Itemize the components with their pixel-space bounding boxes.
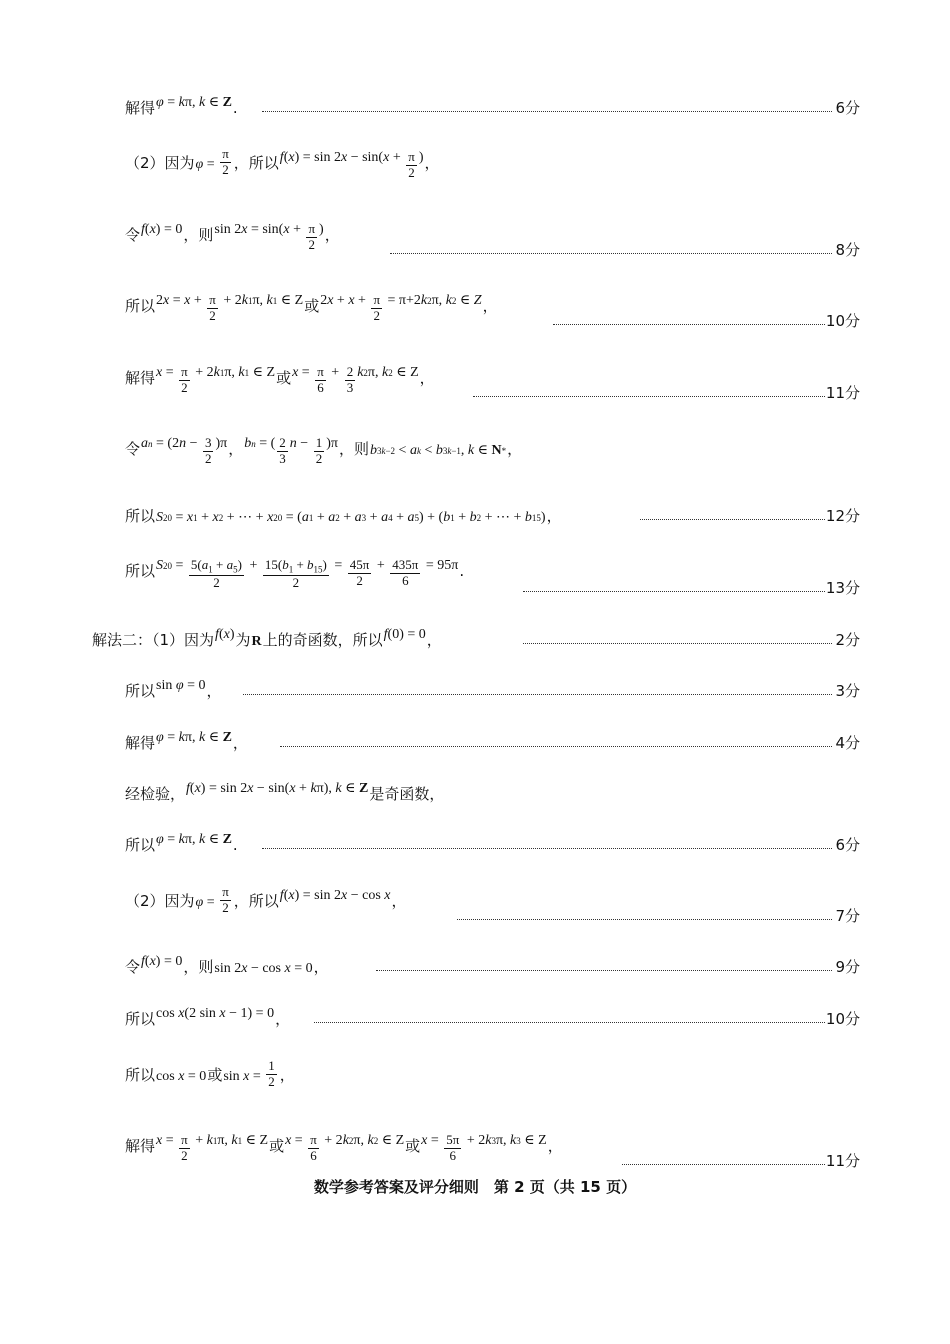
score-mark: 6分 xyxy=(835,99,860,117)
line-suffix: ， xyxy=(547,1137,563,1156)
math-expression: φ = $\frac{\pi}{2}$ xyxy=(195,884,229,916)
line-label: 所以 xyxy=(125,836,156,854)
line-label: 解得 xyxy=(125,99,156,117)
score-mark: 11分 xyxy=(825,384,860,402)
math-expression: x = $\frac{\pi}{2}$ + 2 k 1 π, k 1 ∈ Z xyxy=(156,364,276,396)
line-suffix: ， xyxy=(482,297,498,316)
solution-line xyxy=(0,1042,950,1102)
math-expression: a n = (2 n − $\frac{3}{2}$ )π xyxy=(141,435,228,467)
math-expression: 2 x + x + $\frac{\pi}{2}$ = π+2 k 2 π, k 2 ∈ Z xyxy=(320,292,482,324)
line-suffix: ， xyxy=(391,892,407,911)
line-suffix: . xyxy=(232,99,238,117)
line-connector: 或 xyxy=(304,297,320,316)
line-label: 解得 xyxy=(125,734,156,752)
solution-line xyxy=(0,1113,950,1173)
line-suffix: ， xyxy=(275,1010,291,1028)
math-expression: sin 2 x − cos x = 0 xyxy=(214,961,313,976)
line-connector: ，则 xyxy=(183,958,214,976)
solution-line xyxy=(0,919,950,979)
line-connector: 或 xyxy=(405,1137,421,1156)
score-mark: 11分 xyxy=(825,1152,860,1170)
math-expression: φ = $\frac{\pi}{2}$ xyxy=(195,146,229,178)
math-expression: φ = k π, k ∈ Z xyxy=(156,95,232,110)
math-expression: f ( x ) = sin 2 x − cos x xyxy=(279,888,391,904)
score-mark: 4分 xyxy=(835,734,860,752)
line-label: （2）因为 xyxy=(125,154,195,173)
math-expression: cos x = 0 xyxy=(156,1069,207,1085)
line-suffix: ， xyxy=(279,1066,295,1085)
line-connector: ， xyxy=(228,440,244,459)
score-mark: 6分 xyxy=(835,836,860,854)
solution-line xyxy=(0,273,950,333)
math-expression: x = $\frac{\pi}{6}$ + 2 k 2 π, k 2 ∈ Z xyxy=(285,1132,405,1164)
math-expression: S 20 = $\frac{5(a_1 + a_5)}{2}$ + $\frac{15(b_1 + b_{15})}{2}$ = $\frac{45\pi}{2}$ + $\frac{435\pi}{6}$ = 95π xyxy=(156,557,459,591)
line-label: 令 xyxy=(125,958,141,976)
line-label: 令 xyxy=(125,226,141,245)
line-label: 所以 xyxy=(125,1066,156,1085)
line-label: 所以 xyxy=(125,682,156,700)
math-expression: sin x = $\frac{1}{2}$ xyxy=(223,1058,275,1090)
score-leader-dots xyxy=(622,1164,825,1165)
page-footer: 数学参考答案及评分细则 第 2 页（共 15 页） xyxy=(313,1178,637,1196)
score-leader-dots xyxy=(640,519,825,520)
line-suffix: ， xyxy=(313,958,329,976)
line-connector: ，所以 xyxy=(233,892,279,911)
math-expression: 2 x = x + $\frac{\pi}{2}$ + 2 k 1 π, k 1 ∈ Z xyxy=(156,292,304,324)
score-mark: 9分 xyxy=(835,958,860,976)
line-suffix: ， xyxy=(324,226,340,245)
score-mark: 8分 xyxy=(835,241,860,259)
math-expression: f ( x ) = sin 2 x − sin( x + k π), k ∈ Z xyxy=(186,781,369,796)
solution-line xyxy=(0,416,950,476)
math-expression: f ( x ) xyxy=(215,627,235,642)
line-suffix: ， xyxy=(419,369,435,388)
score-mark: 10分 xyxy=(825,1010,860,1028)
line-label: 解法二：（1）因为 xyxy=(92,631,215,649)
score-leader-dots xyxy=(314,1022,825,1023)
score-leader-dots xyxy=(473,396,825,397)
line-suffix: ， xyxy=(206,682,222,700)
solution-line xyxy=(0,345,950,405)
math-expression: S 20 = x 1 + x 2 + ⋯ + x 20 = ( a 1 + a 2 + a 3 + a 4 + a 5 ) + ( b 1 + b 2 + ⋯ + b 15 ) xyxy=(156,510,546,525)
line-connector: 或 xyxy=(269,1137,285,1156)
line-label: 所以 xyxy=(125,507,156,525)
math-expression: sin φ = 0 xyxy=(156,678,206,693)
score-mark: 2分 xyxy=(835,631,860,649)
score-leader-dots xyxy=(553,324,825,325)
math-expression: f ( x ) = 0 xyxy=(141,954,183,969)
math-expression: x = $\frac{\pi}{2}$ + k 1 π, k 1 ∈ Z xyxy=(156,1132,269,1164)
line-label: 所以 xyxy=(125,562,156,581)
line-suffix: ， xyxy=(426,631,442,649)
math-expression: f ( x ) = sin 2 x − sin( x + $\frac{\pi}{2}$ ) xyxy=(279,149,424,181)
math-expression: f (0) = 0 xyxy=(383,627,426,642)
line-connector: 或 xyxy=(207,1066,223,1085)
math-expression: x = $\frac{5\pi}{6}$ + 2 k 3 π, k 3 ∈ Z xyxy=(421,1132,547,1164)
math-expression: φ = k π, k ∈ Z xyxy=(156,730,232,745)
solution-line xyxy=(0,540,950,600)
score-mark: 10分 xyxy=(825,312,860,330)
score-leader-dots xyxy=(262,111,832,112)
line-label: 解得 xyxy=(125,369,156,388)
math-set-symbol: R xyxy=(251,634,262,649)
score-leader-dots xyxy=(262,848,832,849)
solution-line xyxy=(0,130,950,190)
math-expression: f ( x ) = 0 xyxy=(141,222,183,238)
line-suffix: ， xyxy=(507,440,523,459)
line-connector: ，则 xyxy=(338,440,369,459)
math-expression: b n = ( $\frac{2}{3}$ n − $\frac{1}{2}$ )π xyxy=(244,435,338,467)
line-label: （2）因为 xyxy=(125,892,195,911)
line-label: 解得 xyxy=(125,1137,156,1156)
line-suffix: 是奇函数， xyxy=(369,785,445,803)
line-label: 令 xyxy=(125,440,141,459)
line-label: 经检验， xyxy=(125,785,186,803)
line-label: 所以 xyxy=(125,297,156,316)
solution-line xyxy=(0,202,950,262)
score-mark: 7分 xyxy=(835,907,860,925)
solution-line xyxy=(0,60,950,120)
line-connector: ，所以 xyxy=(233,154,279,173)
line-suffix: . xyxy=(232,836,238,854)
line-connector: 为 xyxy=(235,631,251,649)
line-connector: 上的奇函数，所以 xyxy=(262,631,383,649)
math-expression: φ = k π, k ∈ Z xyxy=(156,832,232,847)
math-expression: sin 2 x = sin( x + $\frac{\pi}{2}$ ) xyxy=(214,221,324,253)
line-suffix: . xyxy=(459,562,465,581)
math-expression: b 3k−2 < a k < b 3k−1 , k ∈ N * xyxy=(369,443,507,459)
line-suffix: ， xyxy=(546,507,562,525)
line-connector: 或 xyxy=(276,369,292,388)
score-leader-dots xyxy=(390,253,832,254)
math-expression: x = $\frac{\pi}{6}$ + $\frac{2}{3}$ k 2 π, k 2 ∈ Z xyxy=(292,364,419,396)
line-suffix: ， xyxy=(424,154,440,173)
score-mark: 12分 xyxy=(825,507,860,525)
solution-line xyxy=(0,468,950,528)
solution-line xyxy=(0,971,950,1031)
math-expression: cos x (2 sin x − 1) = 0 xyxy=(156,1006,275,1021)
score-mark: 3分 xyxy=(835,682,860,700)
solution-line xyxy=(0,797,950,857)
line-label: 所以 xyxy=(125,1010,156,1028)
line-connector: ，则 xyxy=(183,226,214,245)
line-suffix: ， xyxy=(232,734,248,752)
score-mark: 13分 xyxy=(825,579,860,597)
solution-line xyxy=(0,643,950,703)
